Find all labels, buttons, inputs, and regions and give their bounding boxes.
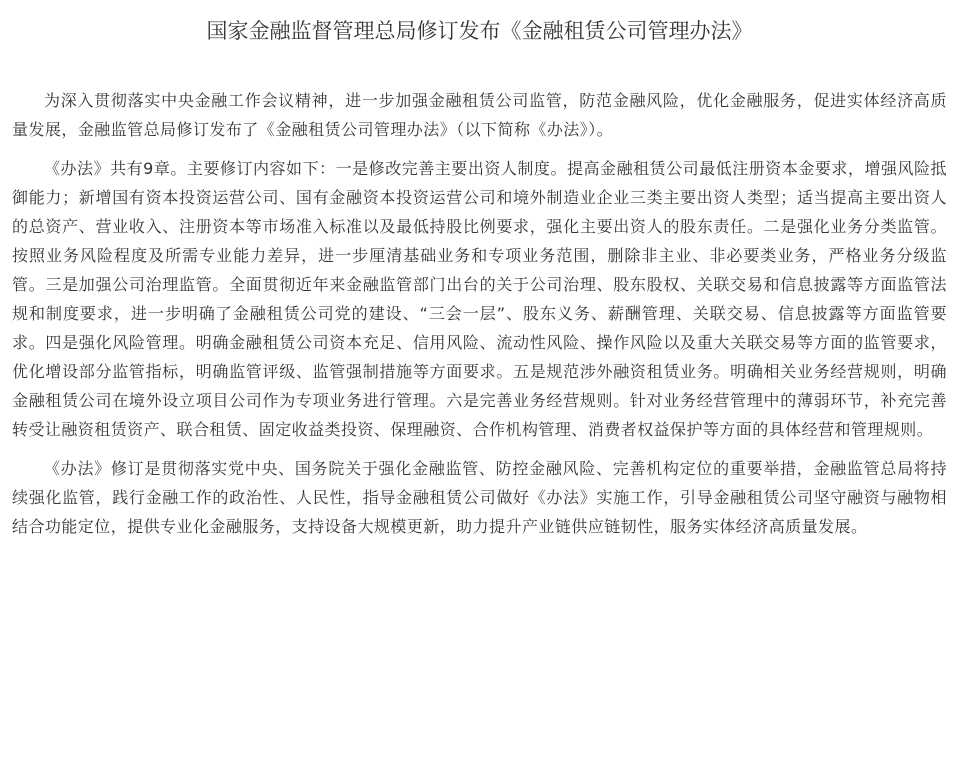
paragraph-main-revisions: 《办法》共有9章。主要修订内容如下：一是修改完善主要出资人制度。提高金融租赁公司最低注册资本金要求，增强风险抵御能力；新增国有资本投资运营公司、国有金融资本投资运营公司和境外制造业企业三类主要出资人类型；适当提高主要出资人的总资产、营业收入、注册资本等市场准入标准以及最低持股比例要求，强化主要出资人的股东责任。二是强化业务分类监管。按照业务风险程度及所需专业能力差异，进一步厘清基础业务和专项业务范围，删除非主业、非必要类业务，严格业务分级监管。三是加强公司治理监管。全面贯彻近年来金融监管部门出台的关于公司治理、股东股权、关联交易和信息披露等方面监管法规和制度要求，进一步明确了金融租赁公司党的建设、“三会一层”、股东义务、薪酬管理、关联交易、信息披露等方面监管要求。四是强化风险管理。明确金融租赁公司资本充足、信用风险、流动性风险、操作风险以及重大关联交易等方面的监管要求，优化增设部分监管指标，明确监管评级、监管强制措施等方面要求。五是规范涉外融资租赁业务。明确相关业务经营规则，明确金融租赁公司在境外设立项目公司作为专项业务进行管理。六是完善业务经营规则。针对业务经营管理中的薄弱环节，补充完善转受让融资租赁资产、联合租赁、固定收益类投资、保理融资、合作机构管理、消费者权益保护等方面的具体经营和管理规则。 xyxy=(12,159,947,439)
paragraph-intro: 为深入贯彻落实中央金融工作会议精神，进一步加强金融租赁公司监管，防范金融风险，优化金融服务，促进实体经济高质量发展，金融监管总局修订发布了《金融租赁公司管理办法》（以下简称《办法》）。 xyxy=(12,91,947,139)
paragraph-conclusion: 《办法》修订是贯彻落实党中央、国务院关于强化金融监管、防控金融风险、完善机构定位的重要举措，金融监管总局将持续强化监管，践行金融工作的政治性、人民性，指导金融租赁公司做好《办法》实施工作，引导金融租赁公司坚守融资与融物相结合功能定位，提供专业化金融服务，支持设备大规模更新，助力提升产业链供应链韧性，服务实体经济高质量发展。 xyxy=(12,459,947,536)
article-body xyxy=(12,86,947,541)
article-title: 国家金融监督管理总局修订发布《金融租赁公司管理办法》 xyxy=(206,19,753,43)
